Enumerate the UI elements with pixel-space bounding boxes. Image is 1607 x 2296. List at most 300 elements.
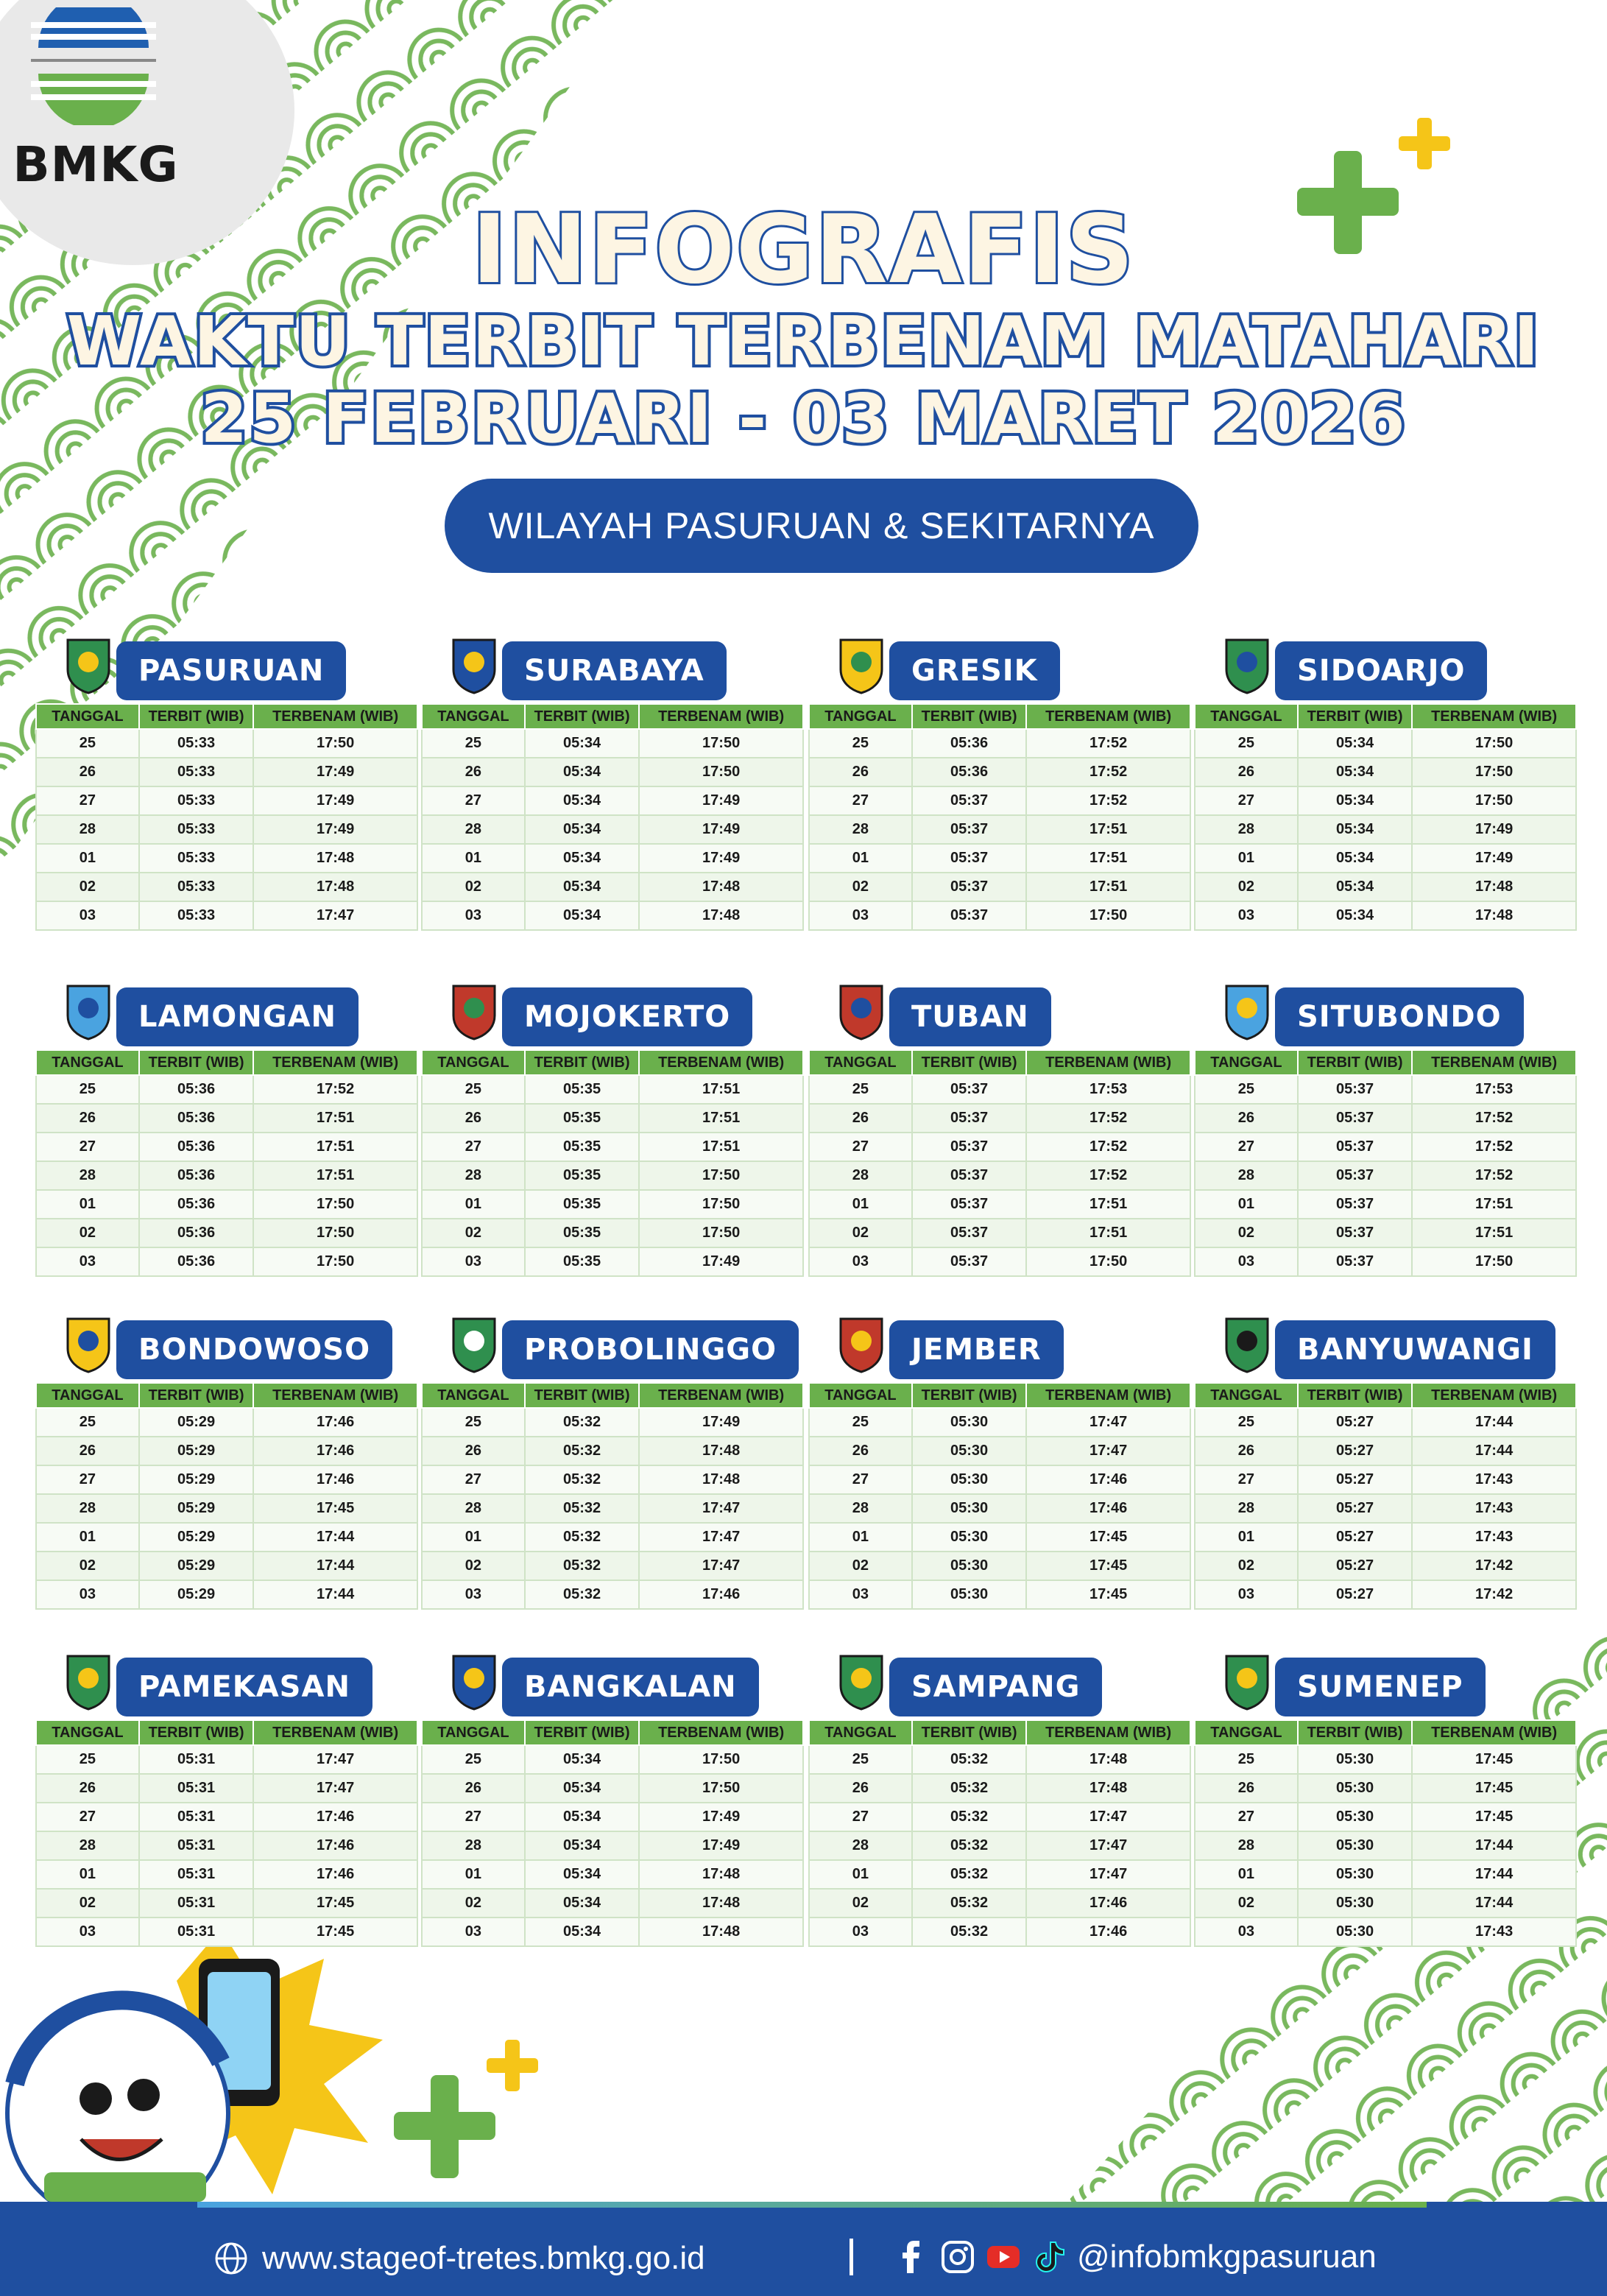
city-block-lamongan [35, 983, 418, 1270]
city-header [1194, 1653, 1577, 1719]
cell-sunset: 17:48 [1026, 1774, 1190, 1803]
cell-sunrise: 05:37 [912, 844, 1026, 873]
cell-date: 27 [809, 786, 912, 815]
cell-date: 02 [809, 1889, 912, 1918]
cell-sunrise: 05:30 [912, 1437, 1026, 1465]
cell-date: 26 [1195, 1774, 1298, 1803]
table-row [36, 1104, 417, 1133]
city-name-sampang: SAMPANG [889, 1658, 1102, 1716]
cell-date: 26 [36, 1437, 139, 1465]
table-row [1195, 1860, 1576, 1889]
cell-date: 28 [36, 1831, 139, 1860]
cell-sunset: 17:48 [639, 1437, 803, 1465]
table-row [1195, 1465, 1576, 1494]
cell-date: 26 [809, 1104, 912, 1133]
city-header [421, 983, 804, 1049]
table-row [1195, 873, 1576, 901]
city-block-gresik [808, 637, 1191, 923]
cell-date: 03 [36, 1580, 139, 1609]
cell-sunset: 17:48 [1412, 873, 1576, 901]
cell-sunset: 17:43 [1412, 1494, 1576, 1523]
cell-date: 25 [1195, 729, 1298, 758]
table-row [36, 1247, 417, 1276]
cell-date: 03 [809, 1918, 912, 1946]
cell-date: 27 [422, 786, 525, 815]
table-row [809, 1803, 1190, 1831]
column-header-sunrise: TERBIT (WIB) [139, 1050, 253, 1075]
cell-sunrise: 05:33 [139, 901, 253, 930]
cell-sunset: 17:49 [639, 1831, 803, 1860]
column-header-date: TANGGAL [422, 1720, 525, 1745]
cell-sunrise: 05:32 [912, 1803, 1026, 1831]
cell-sunrise: 05:34 [525, 729, 639, 758]
cell-date: 25 [1195, 1075, 1298, 1104]
table-row [36, 844, 417, 873]
cell-sunset: 17:46 [253, 1465, 417, 1494]
city-block-bondowoso [35, 1316, 418, 1602]
bmkg-logo-icon [24, 7, 163, 125]
table-row [1195, 1580, 1576, 1609]
cell-sunset: 17:50 [253, 1219, 417, 1247]
table-row [422, 758, 803, 786]
cell-sunrise: 05:37 [1298, 1133, 1412, 1161]
cell-sunset: 17:50 [253, 1247, 417, 1276]
cell-sunrise: 05:34 [525, 815, 639, 844]
cell-sunrise: 05:31 [139, 1774, 253, 1803]
city-emblem-icon [838, 1653, 885, 1711]
table-row [422, 1133, 803, 1161]
cell-date: 03 [422, 1918, 525, 1946]
city-name-surabaya: SURABAYA [502, 641, 727, 700]
cell-sunset: 17:49 [1412, 815, 1576, 844]
cell-date: 02 [36, 1889, 139, 1918]
cell-sunrise: 05:34 [1298, 786, 1412, 815]
city-block-pasuruan [35, 637, 418, 923]
cell-sunset: 17:50 [253, 1190, 417, 1219]
table-row [809, 1190, 1190, 1219]
cell-date: 28 [422, 1831, 525, 1860]
city-emblem-icon [1223, 1653, 1271, 1711]
table-row [36, 901, 417, 930]
cell-sunrise: 05:32 [525, 1465, 639, 1494]
cell-sunrise: 05:34 [525, 1918, 639, 1946]
table-row [36, 1219, 417, 1247]
page-subtitle-line2: 25 FEBRUARI - 03 MARET 2026 [200, 379, 1407, 458]
city-emblem-icon [451, 637, 498, 694]
cell-sunset: 17:50 [253, 729, 417, 758]
cell-date: 28 [422, 815, 525, 844]
sun-times-table [808, 1382, 1191, 1610]
column-header-sunrise: TERBIT (WIB) [525, 1720, 639, 1745]
cell-sunrise: 05:34 [525, 786, 639, 815]
column-header-date: TANGGAL [36, 1050, 139, 1075]
sun-times-table [35, 1049, 418, 1277]
cell-sunrise: 05:29 [139, 1437, 253, 1465]
sun-times-table [421, 1049, 804, 1277]
cell-date: 26 [422, 1437, 525, 1465]
cell-sunrise: 05:36 [139, 1075, 253, 1104]
cell-date: 28 [422, 1161, 525, 1190]
table-row [422, 844, 803, 873]
cell-sunrise: 05:29 [139, 1408, 253, 1437]
cell-sunrise: 05:30 [912, 1494, 1026, 1523]
cell-date: 28 [1195, 815, 1298, 844]
city-name-jember: JEMBER [889, 1320, 1064, 1379]
city-header [35, 1316, 418, 1382]
instagram-icon[interactable] [940, 2239, 975, 2275]
cell-date: 03 [809, 1247, 912, 1276]
cell-date: 27 [36, 1803, 139, 1831]
table-row [36, 1494, 417, 1523]
tiktok-icon[interactable] [1031, 2239, 1067, 2275]
cell-date: 01 [1195, 1523, 1298, 1552]
cell-date: 26 [1195, 1437, 1298, 1465]
city-block-situbondo [1194, 983, 1577, 1270]
table-row [1195, 844, 1576, 873]
cell-sunset: 17:52 [1026, 1133, 1190, 1161]
column-header-sunset: TERBENAM (WIB) [1412, 1383, 1576, 1408]
cell-sunrise: 05:36 [139, 1104, 253, 1133]
table-row [1195, 1889, 1576, 1918]
facebook-icon[interactable] [894, 2239, 930, 2275]
column-header-sunset: TERBENAM (WIB) [1026, 1720, 1190, 1745]
cell-date: 26 [809, 1437, 912, 1465]
cell-date: 28 [809, 1494, 912, 1523]
city-block-sumenep [1194, 1653, 1577, 1940]
cell-sunset: 17:48 [1412, 901, 1576, 930]
table-row [809, 1523, 1190, 1552]
city-block-tuban [808, 983, 1191, 1270]
sun-times-table [35, 703, 418, 931]
cell-sunset: 17:47 [1026, 1408, 1190, 1437]
cell-date: 02 [809, 1552, 912, 1580]
cell-sunset: 17:52 [1412, 1133, 1576, 1161]
cell-sunrise: 05:35 [525, 1075, 639, 1104]
table-row [809, 1437, 1190, 1465]
cell-sunset: 17:49 [639, 1803, 803, 1831]
cell-date: 01 [1195, 1190, 1298, 1219]
column-header-date: TANGGAL [36, 1383, 139, 1408]
city-emblem-icon [451, 1653, 498, 1711]
social-handle[interactable]: @infobmkgpasuruan [1077, 2239, 1377, 2275]
city-header [1194, 1316, 1577, 1382]
table-row [1195, 786, 1576, 815]
cell-date: 03 [422, 1580, 525, 1609]
cell-sunrise: 05:34 [525, 873, 639, 901]
cell-sunrise: 05:30 [912, 1552, 1026, 1580]
sun-times-table [808, 703, 1191, 931]
table-row [36, 1523, 417, 1552]
table-row [36, 758, 417, 786]
cell-sunset: 17:51 [253, 1161, 417, 1190]
cell-date: 27 [36, 1133, 139, 1161]
cell-date: 02 [1195, 1889, 1298, 1918]
table-row [1195, 1161, 1576, 1190]
table-row [422, 1918, 803, 1946]
table-row [809, 1831, 1190, 1860]
table-row [36, 873, 417, 901]
cell-sunset: 17:50 [639, 729, 803, 758]
column-header-sunset: TERBENAM (WIB) [639, 1050, 803, 1075]
table-row [422, 901, 803, 930]
table-row [1195, 1803, 1576, 1831]
city-emblem-icon [1223, 983, 1271, 1040]
table-row [809, 1219, 1190, 1247]
cell-sunset: 17:49 [639, 815, 803, 844]
cell-sunrise: 05:29 [139, 1552, 253, 1580]
table-row [809, 901, 1190, 930]
table-row [36, 1408, 417, 1437]
sun-times-table [1194, 1719, 1577, 1947]
website-link[interactable]: www.stageof-tretes.bmkg.go.id [262, 2240, 705, 2276]
cell-sunset: 17:47 [253, 901, 417, 930]
sun-times-table [1194, 1049, 1577, 1277]
cell-date: 01 [809, 1190, 912, 1219]
cell-date: 27 [1195, 1803, 1298, 1831]
cell-date: 03 [809, 1580, 912, 1609]
cell-sunrise: 05:37 [912, 1247, 1026, 1276]
table-row [36, 1918, 417, 1946]
cell-date: 02 [1195, 873, 1298, 901]
cell-sunset: 17:51 [1026, 1190, 1190, 1219]
city-block-sidoarjo [1194, 637, 1577, 923]
sun-times-table [1194, 1382, 1577, 1610]
cell-date: 27 [809, 1465, 912, 1494]
cell-sunset: 17:47 [1026, 1437, 1190, 1465]
cell-sunrise: 05:31 [139, 1803, 253, 1831]
column-header-sunset: TERBENAM (WIB) [253, 1383, 417, 1408]
cell-sunrise: 05:34 [1298, 758, 1412, 786]
cell-sunset: 17:48 [639, 1465, 803, 1494]
cell-sunrise: 05:30 [1298, 1918, 1412, 1946]
city-name-probolinggo: PROBOLINGGO [502, 1320, 799, 1379]
cell-sunset: 17:44 [1412, 1831, 1576, 1860]
cell-sunset: 17:51 [639, 1133, 803, 1161]
cell-sunset: 17:49 [639, 1408, 803, 1437]
cell-sunrise: 05:37 [1298, 1075, 1412, 1104]
cell-sunset: 17:46 [253, 1437, 417, 1465]
cell-sunrise: 05:36 [912, 729, 1026, 758]
city-emblem-icon [838, 637, 885, 694]
cell-sunrise: 05:36 [912, 758, 1026, 786]
cell-sunrise: 05:31 [139, 1860, 253, 1889]
cell-date: 28 [809, 1831, 912, 1860]
region-label: WILAYAH PASURUAN & SEKITARNYA [445, 479, 1198, 573]
cell-sunrise: 05:33 [139, 844, 253, 873]
cell-sunrise: 05:37 [1298, 1104, 1412, 1133]
city-block-surabaya [421, 637, 804, 923]
cell-sunrise: 05:27 [1298, 1552, 1412, 1580]
city-emblem-icon [65, 1316, 112, 1373]
cell-sunset: 17:43 [1412, 1523, 1576, 1552]
city-emblem-icon [65, 637, 112, 694]
page-title: INFOGRAFIS [472, 195, 1135, 305]
cell-date: 28 [1195, 1161, 1298, 1190]
footer-separator [850, 2239, 853, 2275]
cell-sunset: 17:50 [639, 1161, 803, 1190]
table-row [1195, 1075, 1576, 1104]
cell-sunset: 17:48 [639, 873, 803, 901]
cell-sunrise: 05:35 [525, 1190, 639, 1219]
city-name-gresik: GRESIK [889, 641, 1060, 700]
cell-sunrise: 05:35 [525, 1104, 639, 1133]
column-header-sunrise: TERBIT (WIB) [912, 1720, 1026, 1745]
cell-sunset: 17:44 [253, 1580, 417, 1609]
cell-sunrise: 05:34 [525, 1803, 639, 1831]
column-header-date: TANGGAL [809, 1383, 912, 1408]
cell-sunrise: 05:36 [139, 1219, 253, 1247]
table-row [422, 1219, 803, 1247]
cell-sunset: 17:49 [253, 786, 417, 815]
column-header-sunrise: TERBIT (WIB) [912, 1383, 1026, 1408]
column-header-date: TANGGAL [1195, 704, 1298, 729]
table-row [422, 1774, 803, 1803]
footer-accent-line [197, 2202, 1427, 2208]
youtube-icon[interactable] [986, 2239, 1021, 2275]
table-row [36, 1860, 417, 1889]
table-row [1195, 1133, 1576, 1161]
cell-sunrise: 05:30 [1298, 1889, 1412, 1918]
cell-sunrise: 05:33 [139, 815, 253, 844]
table-row [1195, 815, 1576, 844]
cell-sunset: 17:51 [1026, 815, 1190, 844]
table-row [1195, 1247, 1576, 1276]
cell-sunset: 17:48 [253, 844, 417, 873]
city-emblem-icon [838, 983, 885, 1040]
table-row [422, 1190, 803, 1219]
column-header-date: TANGGAL [36, 704, 139, 729]
cell-date: 02 [422, 1219, 525, 1247]
city-header [421, 637, 804, 703]
cell-sunset: 17:49 [253, 758, 417, 786]
cell-sunrise: 05:33 [139, 786, 253, 815]
cell-date: 26 [809, 758, 912, 786]
cell-sunrise: 05:34 [525, 901, 639, 930]
cell-sunset: 17:48 [1026, 1745, 1190, 1774]
cell-date: 28 [36, 1161, 139, 1190]
cell-sunrise: 05:33 [139, 873, 253, 901]
cell-sunrise: 05:34 [1298, 901, 1412, 930]
cell-sunset: 17:43 [1412, 1918, 1576, 1946]
cell-sunrise: 05:31 [139, 1831, 253, 1860]
cell-date: 02 [422, 1889, 525, 1918]
page-subtitle-line1: WAKTU TERBIT TERBENAM MATAHARI [66, 302, 1541, 381]
table-row [1195, 1190, 1576, 1219]
cell-date: 26 [422, 1774, 525, 1803]
cell-sunrise: 05:37 [912, 815, 1026, 844]
cell-date: 01 [422, 1860, 525, 1889]
city-emblem-icon [1223, 637, 1271, 694]
table-row [809, 1133, 1190, 1161]
cell-sunset: 17:45 [1412, 1774, 1576, 1803]
table-row [1195, 1774, 1576, 1803]
column-header-sunset: TERBENAM (WIB) [1412, 1720, 1576, 1745]
cell-date: 26 [422, 1104, 525, 1133]
cell-sunrise: 05:37 [1298, 1190, 1412, 1219]
table-row [422, 729, 803, 758]
cell-sunrise: 05:33 [139, 729, 253, 758]
table-row [36, 1133, 417, 1161]
cell-sunset: 17:52 [1026, 758, 1190, 786]
cell-sunset: 17:50 [1412, 1247, 1576, 1276]
cell-sunset: 17:50 [639, 1219, 803, 1247]
table-row [1195, 1523, 1576, 1552]
column-header-sunrise: TERBIT (WIB) [139, 704, 253, 729]
table-row [36, 1161, 417, 1190]
cell-sunrise: 05:30 [1298, 1745, 1412, 1774]
table-row [422, 1408, 803, 1437]
cell-sunset: 17:42 [1412, 1552, 1576, 1580]
city-name-lamongan: LAMONGAN [116, 987, 359, 1046]
cell-sunset: 17:50 [1026, 1247, 1190, 1276]
footer-website[interactable] [213, 2240, 705, 2277]
cell-sunrise: 05:37 [912, 1161, 1026, 1190]
table-row [1195, 1104, 1576, 1133]
cell-sunrise: 05:34 [525, 844, 639, 873]
city-header [35, 637, 418, 703]
cell-sunrise: 05:34 [525, 1831, 639, 1860]
column-header-sunrise: TERBIT (WIB) [525, 704, 639, 729]
cell-sunset: 17:45 [1412, 1803, 1576, 1831]
cell-sunset: 17:50 [639, 1190, 803, 1219]
cell-sunrise: 05:34 [525, 1860, 639, 1889]
city-block-probolinggo [421, 1316, 804, 1602]
table-row [1195, 729, 1576, 758]
cell-date: 25 [36, 729, 139, 758]
cell-date: 03 [36, 901, 139, 930]
cell-date: 02 [36, 1219, 139, 1247]
column-header-sunrise: TERBIT (WIB) [1298, 1383, 1412, 1408]
column-header-sunrise: TERBIT (WIB) [525, 1050, 639, 1075]
table-row [422, 1831, 803, 1860]
cell-date: 01 [809, 1523, 912, 1552]
cell-sunset: 17:44 [253, 1523, 417, 1552]
cell-sunset: 17:46 [253, 1408, 417, 1437]
cell-sunset: 17:44 [1412, 1889, 1576, 1918]
cell-date: 01 [809, 1860, 912, 1889]
cell-sunrise: 05:37 [912, 873, 1026, 901]
cell-date: 02 [422, 1552, 525, 1580]
table-row [422, 1523, 803, 1552]
table-row [809, 1104, 1190, 1133]
cell-sunrise: 05:29 [139, 1580, 253, 1609]
cell-date: 25 [36, 1408, 139, 1437]
cell-sunset: 17:42 [1412, 1580, 1576, 1609]
table-row [36, 1831, 417, 1860]
cell-date: 27 [1195, 1133, 1298, 1161]
cell-date: 27 [1195, 786, 1298, 815]
city-header [35, 983, 418, 1049]
column-header-sunrise: TERBIT (WIB) [1298, 1050, 1412, 1075]
cell-date: 25 [1195, 1745, 1298, 1774]
cell-date: 01 [36, 1190, 139, 1219]
city-header [808, 637, 1191, 703]
column-header-date: TANGGAL [422, 1383, 525, 1408]
logo-text: BMKG [13, 136, 179, 193]
cell-date: 25 [809, 1408, 912, 1437]
cell-sunrise: 05:34 [1298, 729, 1412, 758]
cell-sunset: 17:52 [1412, 1161, 1576, 1190]
city-block-bangkalan [421, 1653, 804, 1940]
city-name-bangkalan: BANGKALAN [502, 1658, 759, 1716]
sun-times-table [421, 1382, 804, 1610]
table-row [809, 1075, 1190, 1104]
cell-date: 02 [36, 873, 139, 901]
cell-sunrise: 05:34 [1298, 844, 1412, 873]
city-name-bondowoso: BONDOWOSO [116, 1320, 392, 1379]
table-row [1195, 1437, 1576, 1465]
city-block-mojokerto [421, 983, 804, 1270]
